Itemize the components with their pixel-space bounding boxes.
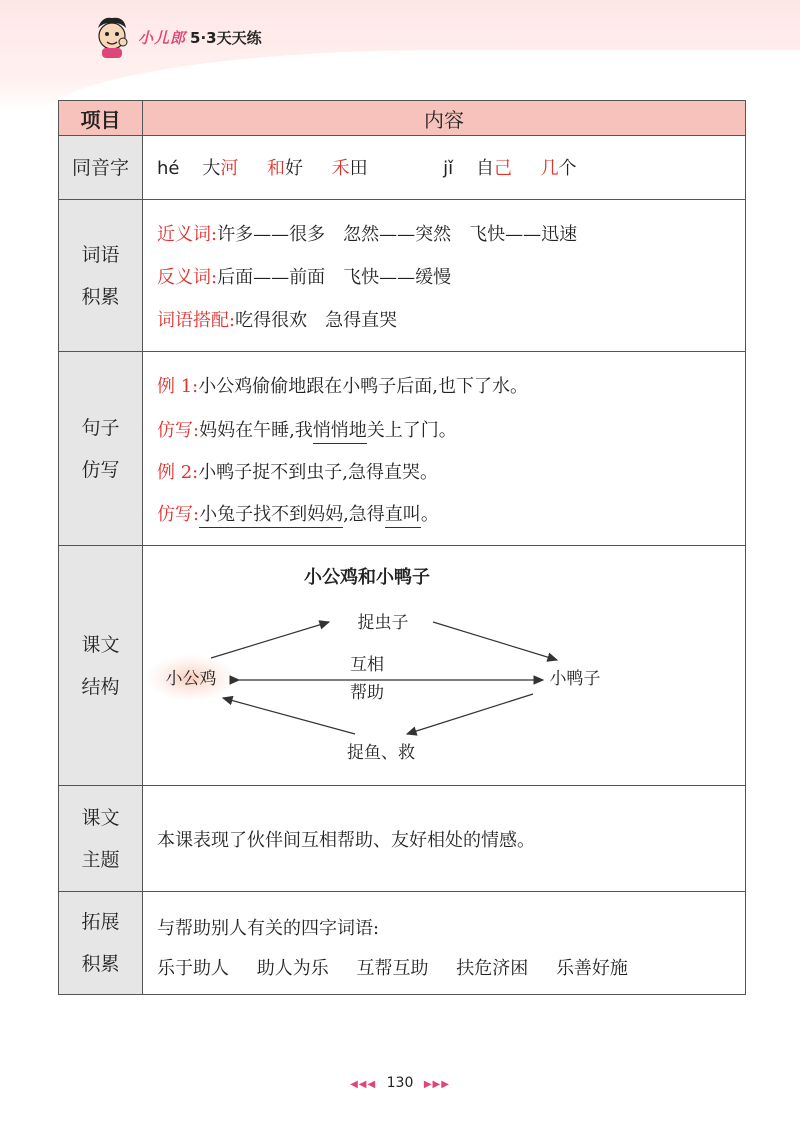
example-1: 例 1:小公鸡偷偷地跟在小鸭子后面,也下了水。 <box>157 376 528 397</box>
idiom-list <box>157 954 628 980</box>
imitation-1: 仿写:妈妈在午睡,我悄悄地关上了门。 <box>157 416 457 442</box>
row-theme <box>59 785 745 891</box>
node-duckling: 小鸭子 <box>549 669 601 689</box>
label-catch-bugs: 捉虫子 <box>357 613 409 633</box>
example-2: 例 2:小鸭子捉不到虫子,急得直哭。 <box>157 462 438 483</box>
row-sentence <box>59 351 745 545</box>
collocation-line: 词语搭配:吃得很欢 急得直哭 <box>157 310 398 331</box>
extension-intro: 与帮助别人有关的四字词语: <box>157 918 380 939</box>
arrow-bugs-to-duckling <box>433 622 557 660</box>
brand-series: 5·3天天练 <box>190 28 262 47</box>
left-arrows-icon: ◀◀◀ <box>350 1079 377 1090</box>
structure-diagram <box>143 546 745 784</box>
row-vocab <box>59 199 745 351</box>
label-mutual: 互相 <box>350 655 384 675</box>
diagram-title: 小公鸡和小鸭子 <box>304 567 430 588</box>
page-footer <box>0 1075 800 1091</box>
idiom: 乐善好施 <box>555 958 628 979</box>
theme-text: 本课表现了伙伴间互相帮助、友好相处的情感。 <box>157 830 535 851</box>
homophone-line: hé 大河 和好 禾田 jǐ 自己 几个 <box>157 158 577 179</box>
row-label: 拓展 积累 <box>59 892 143 994</box>
mascot-icon <box>88 14 136 60</box>
label-help: 帮助 <box>350 683 384 703</box>
row-label: 同音字 <box>59 136 143 199</box>
idiom: 助人为乐 <box>256 958 329 979</box>
antonym-line: 反义词:后面——前面 飞快——缓慢 <box>157 267 452 288</box>
pinyin-ji: jǐ <box>443 158 454 179</box>
row-structure <box>59 545 745 785</box>
header-item: 项目 <box>59 101 143 135</box>
row-label: 词语 积累 <box>59 200 143 351</box>
row-label: 课文 主题 <box>59 786 143 891</box>
label-catch-fish-save: 捉鱼、救 <box>347 743 415 763</box>
right-arrows-icon: ▶▶▶ <box>423 1079 450 1090</box>
page-number: 130 <box>386 1075 414 1091</box>
table-header <box>59 101 745 135</box>
idiom: 乐于助人 <box>157 958 229 979</box>
row-label: 句子 仿写 <box>59 352 143 545</box>
idiom: 互帮互助 <box>356 958 429 979</box>
synonym-line: 近义词:许多——很多 忽然——突然 飞快——迅速 <box>157 224 578 245</box>
row-label: 课文 结构 <box>59 546 143 785</box>
arrow-rooster-to-bugs <box>211 622 329 658</box>
node-rooster: 小公鸡 <box>165 669 217 689</box>
brand-name: 小儿郎 <box>138 28 187 47</box>
summary-table <box>58 100 746 995</box>
brand-header <box>88 14 262 60</box>
pinyin-he: hé <box>157 158 180 179</box>
imitation-2: 仿写:小兔子找不到妈妈,急得直叫。 <box>157 500 439 526</box>
idiom: 扶危济困 <box>456 958 529 979</box>
header-content: 内容 <box>143 101 745 135</box>
arrow-fish-to-rooster <box>223 698 355 734</box>
arrow-duckling-to-fish <box>407 694 533 734</box>
row-homophone <box>59 135 745 199</box>
row-extension <box>59 891 745 994</box>
